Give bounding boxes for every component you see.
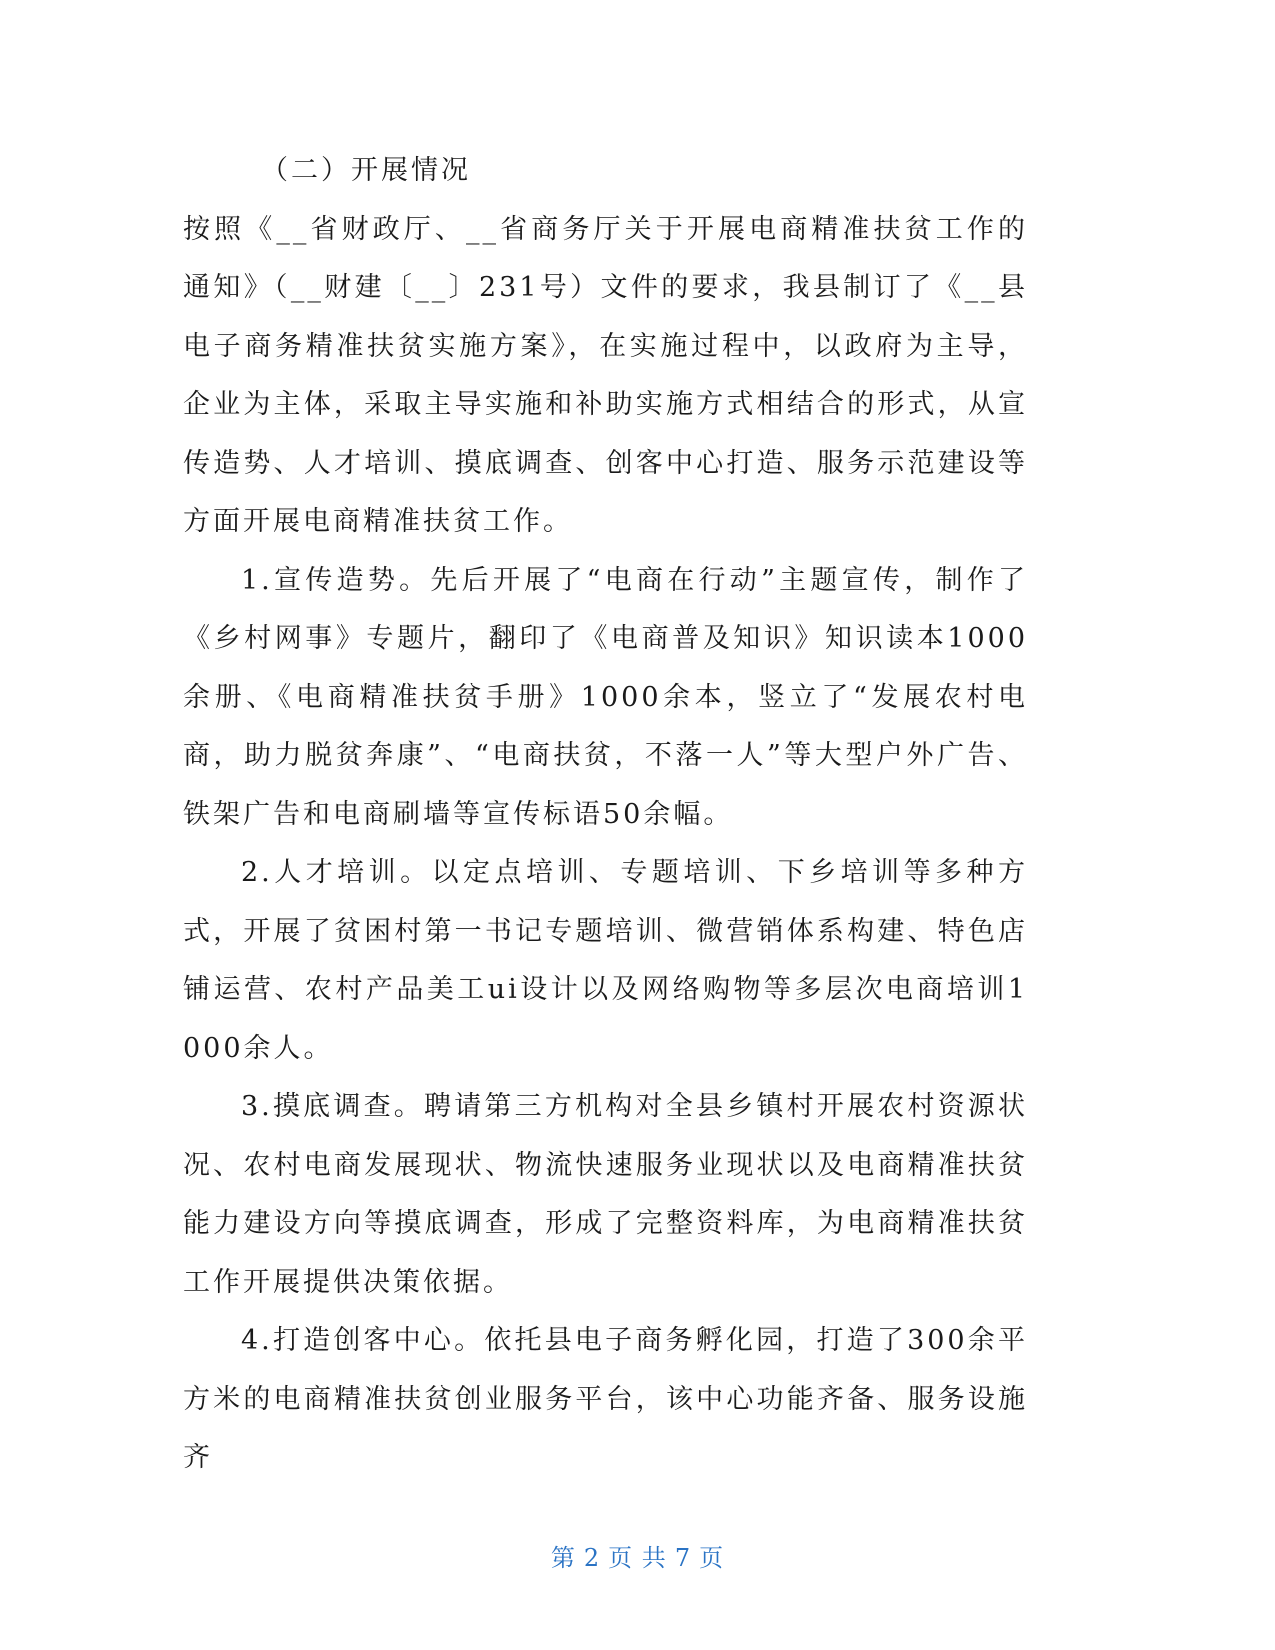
- footer-prefix: 第: [550, 1544, 576, 1572]
- footer-page-number: 2: [583, 1544, 601, 1572]
- paragraph-survey: 3.摸底调查。聘请第三方机构对全县乡镇村开展农村资源状况、农村电商发展现状、物流快速服务业现状以及电商精准扶贫能力建设方向等摸底调查，形成了完整资料库，为电商精准扶贫工作开展提供决策依据。: [183, 1091, 1028, 1298]
- section-heading: （二）开展情况: [261, 155, 471, 186]
- paragraph-maker-center: 4.打造创客中心。依托县电子商务孵化园，打造了300余平方米的电商精准扶贫创业服务平台，该中心功能齐备、服务设施齐: [183, 1325, 1028, 1473]
- page-footer: [0, 1538, 1275, 1573]
- footer-total-pages: 7: [674, 1544, 692, 1572]
- paragraph-training: 2.人才培训。以定点培训、专题培训、下乡培训等多种方式，开展了贫困村第一书记专题培训、微营销体系构建、特色店铺运营、农村产品美工ui设计以及网络购物等多层次电商培训1000余人。: [183, 857, 1028, 1064]
- paragraph-publicity: 1.宣传造势。先后开展了“电商在行动”主题宣传，制作了《乡村网事》专题片，翻印了《电商普及知识》知识读本1000余册、《电商精准扶贫手册》1000余本，竖立了“发展农村电商，助力脱贫奔康”、“电商扶贫，不落一人”等大型户外广告、铁架广告和电商刷墙等宣传标语50余幅。: [183, 564, 1028, 830]
- intro-paragraph: 按照《__省财政厅、__省商务厅关于开展电商精准扶贫工作的通知》（__财建〔__〕231号）文件的要求，我县制订了《__县电子商务精准扶贫实施方案》，在实施过程中，以政府为主导，企业为主体，采取主导实施和补助实施方式相结合的形式，从宣传造势、人才培训、摸底调查、创客中心打造、服务示范建设等方面开展电商精准扶贫工作。: [183, 213, 1028, 537]
- footer-middle: 页 共: [608, 1544, 667, 1572]
- document-body: [183, 142, 1028, 1488]
- footer-suffix: 页: [699, 1544, 725, 1572]
